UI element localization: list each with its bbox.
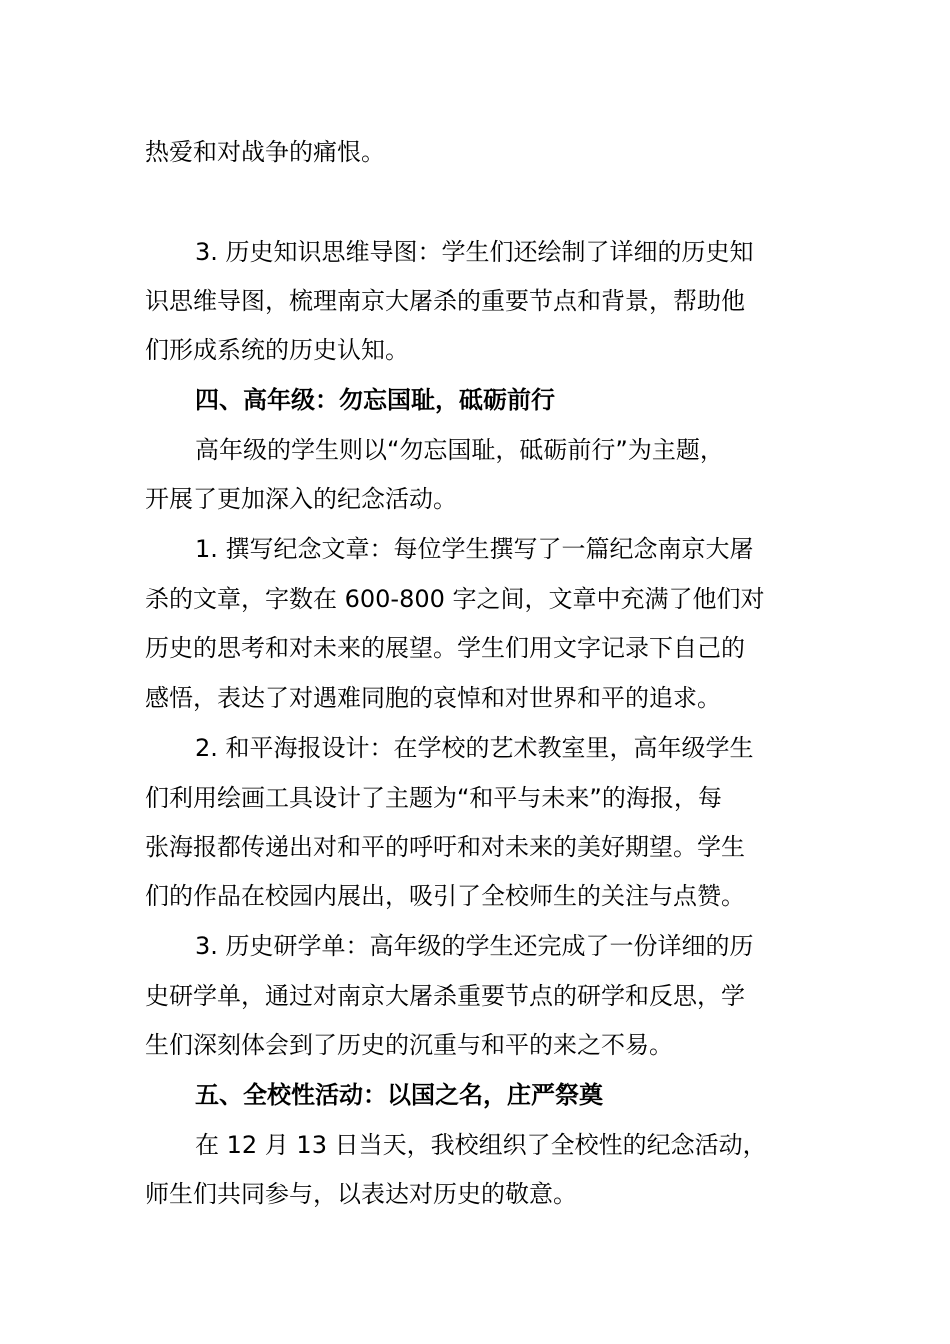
paragraph-line: 高年级的学生则以“勿忘国耻，砥砺前行”为主题，	[195, 436, 724, 464]
paragraph-line: 开展了更加深入的纪念活动。	[145, 485, 457, 513]
paragraph-line: 们的作品在校园内展出，吸引了全校师生的关注与点赞。	[145, 882, 745, 910]
paragraph-line: 杀的文章，字数在 600-800 字之间，文章中充满了他们对	[145, 585, 765, 613]
paragraph-line: 们利用绘画工具设计了主题为“和平与未来”的海报，每	[145, 784, 722, 812]
paragraph-line: 生们深刻体会到了历史的沉重与和平的来之不易。	[145, 1031, 673, 1059]
paragraph-line: 感悟，表达了对遇难同胞的哀悼和对世界和平的追求。	[145, 684, 721, 712]
paragraph-line: 识思维导图，梳理南京大屠杀的重要节点和背景，帮助他	[145, 287, 745, 315]
paragraph-line: 师生们共同参与，以表达对历史的敬意。	[145, 1180, 577, 1208]
paragraph-line: 史研学单，通过对南京大屠杀重要节点的研学和反思，学	[145, 982, 745, 1010]
section-heading: 四、高年级：勿忘国耻，砥砺前行	[195, 386, 555, 414]
paragraph-line: 们形成系统的历史认知。	[145, 336, 409, 364]
section-heading: 五、全校性活动：以国之名，庄严祭奠	[195, 1081, 603, 1109]
paragraph-line: 2. 和平海报设计：在学校的艺术教室里，高年级学生	[195, 734, 754, 762]
paragraph-line: 3. 历史知识思维导图：学生们还绘制了详细的历史知	[195, 238, 754, 266]
paragraph-line: 张海报都传递出对和平的呼吁和对未来的美好期望。学生	[145, 833, 745, 861]
paragraph-line: 3. 历史研学单：高年级的学生还完成了一份详细的历	[195, 932, 754, 960]
paragraph-line: 1. 撰写纪念文章：每位学生撰写了一篇纪念南京大屠	[195, 535, 754, 563]
paragraph-line: 热爱和对战争的痛恨。	[145, 138, 385, 166]
paragraph-line: 在 12 月 13 日当天，我校组织了全校性的纪念活动，	[195, 1131, 767, 1159]
paragraph-line: 历史的思考和对未来的展望。学生们用文字记录下自己的	[145, 634, 745, 662]
